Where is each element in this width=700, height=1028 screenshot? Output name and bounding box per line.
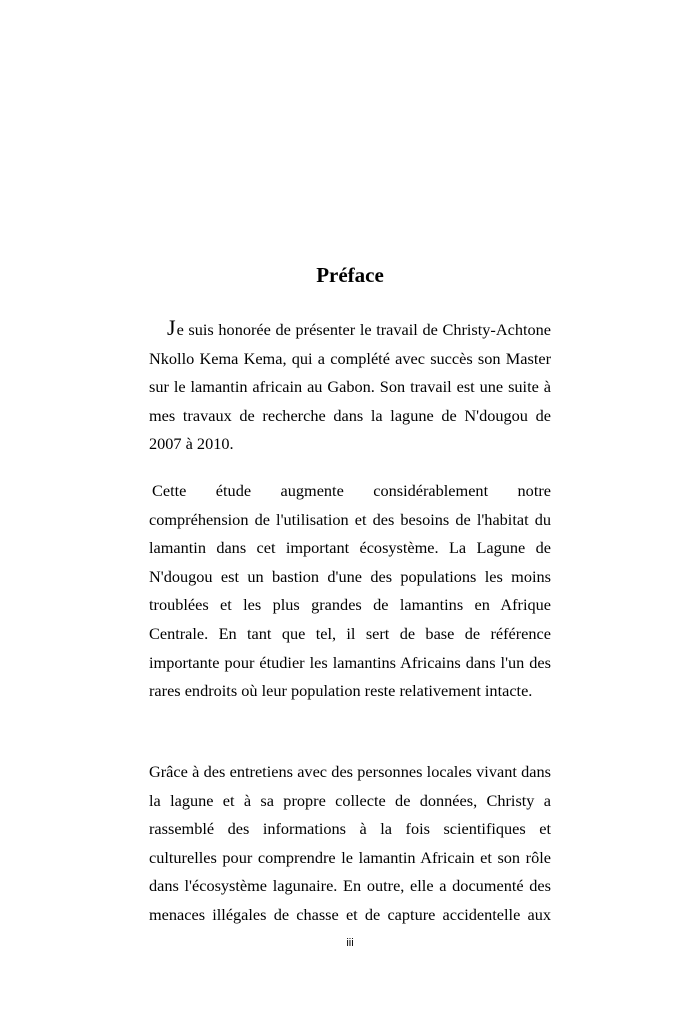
paragraph-3: [149, 758, 551, 930]
paragraph-2: [149, 477, 551, 706]
paragraph-line: menaces illégales de chasse et de capture accidentelle aux: [149, 904, 551, 924]
paragraph-line: la lagune et à sa propre collecte de données, Christy a: [149, 790, 551, 810]
paragraph-line: rares endroits où leur population reste relativement intacte.: [149, 681, 533, 701]
paragraph-line: rassemblé des informations à la fois scientifiques et: [149, 819, 551, 839]
paragraph-1: [149, 314, 551, 459]
paragraph-line: Cette étude augmente considérablement notre: [152, 481, 551, 500]
paragraph-line: compréhension de l'utilisation et des besoins de l'habitat du: [149, 509, 551, 529]
paragraph-line: dans l'écosystème lagunaire. En outre, elle a documenté des: [149, 876, 551, 896]
paragraph-line-text: e suis honorée de présenter le travail de Christy-Achtone: [176, 320, 551, 339]
page-number: iii: [346, 937, 354, 949]
page-title: Préface: [316, 263, 384, 287]
paragraph-line: Nkollo Kema Kema, qui a complété avec succès son Master: [149, 348, 551, 368]
paragraph-line: sur le lamantin africain au Gabon. Son travail est une suite à: [149, 377, 551, 397]
paragraph-line: importante pour étudier les lamantins Africains dans l'un des: [149, 652, 551, 672]
paragraph-line: culturelles pour comprendre le lamantin Africain et son rôle: [149, 847, 551, 867]
drop-cap: J: [167, 315, 176, 340]
paragraph-line: Centrale. En tant que tel, il sert de base de référence: [149, 623, 551, 643]
paragraph-line: Grâce à des entretiens avec des personnes locales vivant dans: [149, 762, 551, 781]
paragraph-line: 2007 à 2010.: [149, 434, 234, 454]
paragraph-line: lamantin dans cet important écosystème. La Lagune de: [149, 538, 551, 558]
paragraph-line: [149, 314, 551, 345]
paragraph-line: troublées et les plus grandes de lamantins en Afrique: [149, 595, 551, 615]
paragraph-line: mes travaux de recherche dans la lagune de N'dougou de: [149, 405, 551, 425]
paragraph-line: N'dougou est un bastion d'une des populations les moins: [149, 566, 551, 586]
